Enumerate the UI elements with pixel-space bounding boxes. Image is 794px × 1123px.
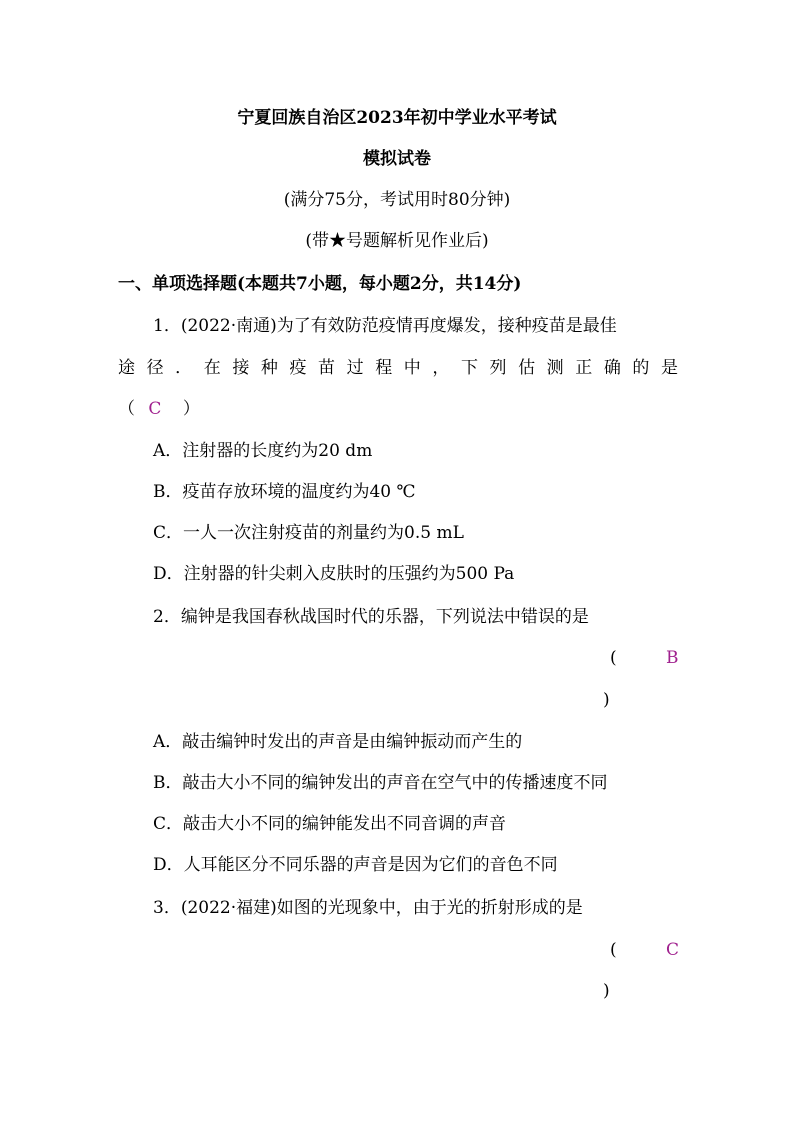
question-2-bracket-close: ) (603, 690, 610, 710)
question-3-stem: 3．(2022·福建)如图的光现象中，由于光的折射形成的是 (153, 898, 583, 918)
question-1-answer-bracket (118, 397, 200, 421)
stem-char: 在 (203, 358, 221, 378)
question-2-answer: B (666, 648, 679, 668)
stem-char: 下 (460, 358, 478, 378)
stem-char: ． (175, 358, 193, 378)
bracket-open: （ (118, 399, 135, 419)
score-info: (满分75分，考试用时80分钟) (283, 190, 511, 210)
stem-char: ， (432, 358, 450, 378)
question-1-option-b: B．疫苗存放环境的温度约为40 ℃ (153, 482, 416, 502)
stem-char: 接 (232, 358, 250, 378)
question-1-option-a: A．注射器的长度约为20 dm (153, 441, 373, 461)
stem-char: 疫 (289, 358, 307, 378)
question-3-bracket-open: ( (610, 940, 617, 960)
stem-char: 过 (346, 358, 364, 378)
stem-char: 的 (632, 358, 650, 378)
exam-subtitle: 模拟试卷 (363, 149, 431, 169)
question-2-option-a: A．敲击编钟时发出的声音是由编钟振动而产生的 (153, 732, 523, 752)
solution-note: (带★号题解析见作业后) (305, 231, 489, 251)
stem-char: 中 (403, 358, 421, 378)
bracket-close: ） (182, 399, 200, 419)
question-1-answer: C (148, 399, 162, 419)
stem-char: 苗 (318, 358, 336, 378)
section-heading: 一、单项选择题(本题共7小题，每小题2分，共14分) (118, 274, 522, 294)
stem-char: 程 (375, 358, 393, 378)
exam-title: 宁夏回族自治区2023年初中学业水平考试 (237, 108, 557, 128)
question-3-answer: C (666, 940, 680, 960)
stem-char: 途 (118, 358, 135, 378)
question-2-option-d: D．人耳能区分不同乐器的声音是因为它们的音色不同 (153, 855, 558, 875)
question-2-option-b: B．敲击大小不同的编钟发出的声音在空气中的传播速度不同 (153, 773, 608, 793)
question-2-bracket-open: ( (610, 648, 617, 668)
stem-char: 测 (546, 358, 564, 378)
question-1-stem: 1．(2022·南通)为了有效防范疫情再度爆发，接种疫苗是最佳 (153, 316, 617, 336)
stem-char: 列 (489, 358, 507, 378)
question-2-stem: 2．编钟是我国春秋战国时代的乐器，下列说法中错误的是 (153, 607, 589, 627)
stem-char: 估 (518, 358, 536, 378)
question-1-option-c: C．一人一次注射疫苗的剂量约为0.5 mL (153, 523, 464, 543)
question-2-option-c: C．敲击大小不同的编钟能发出不同音调的声音 (153, 814, 507, 834)
stem-char: 是 (660, 358, 678, 378)
question-1-option-d: D．注射器的针尖刺入皮肤时的压强约为500 Pa (153, 564, 515, 584)
stem-char: 径 (146, 358, 164, 378)
stem-char: 种 (260, 358, 278, 378)
stem-char: 正 (575, 358, 593, 378)
question-3-bracket-close: ) (603, 981, 610, 1001)
question-1-stem-line2 (118, 356, 678, 380)
stem-char: 确 (603, 358, 621, 378)
